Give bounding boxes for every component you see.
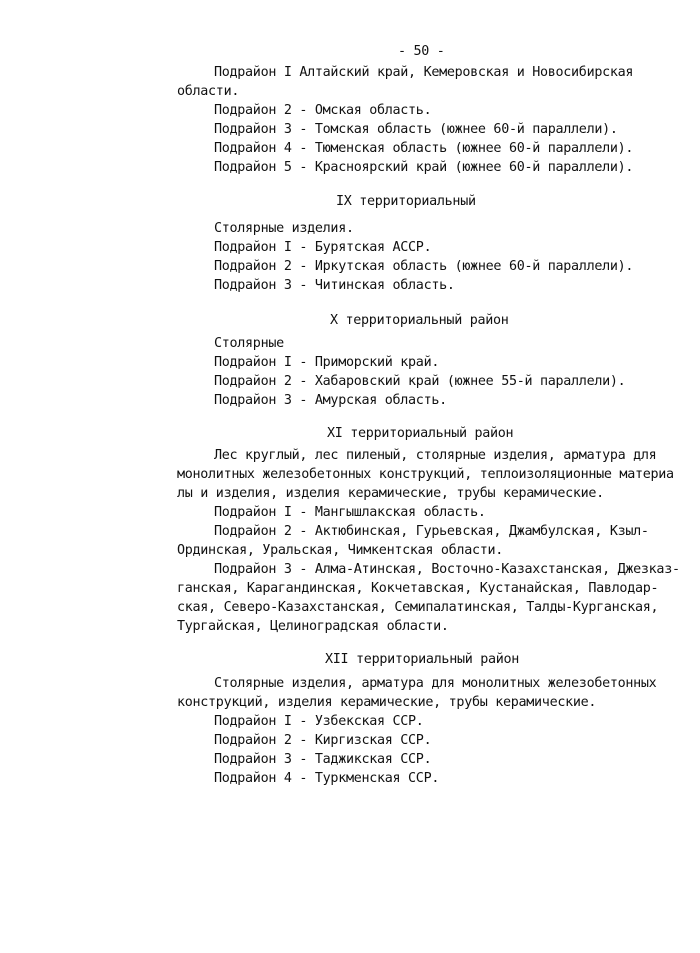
section-heading: IX территориальный: [336, 194, 476, 209]
text-line: Подрайон 2 - Киргизская ССР.: [214, 733, 432, 748]
text-line: Подрайон 2 - Омская область.: [214, 103, 432, 118]
text-line: ганская, Карагандинская, Кокчетавская, Кустанайская, Павлодар-: [177, 581, 659, 596]
text-line: Подрайон I Алтайский край, Кемеровская и Новосибирская: [214, 65, 634, 80]
text-line: ская, Северо-Казахстанская, Семипалатинская, Талды-Курганская,: [177, 600, 659, 615]
text-line: Подрайон I - Мангышлакская область.: [214, 505, 486, 520]
text-line: Подрайон I - Бурятская АССР.: [214, 240, 432, 255]
text-line: Подрайон 3 - Алма-Атинская, Восточно-Казахстанская, Джезказ-: [214, 562, 680, 577]
text-line: Столярные изделия, арматура для монолитных железобетонных: [214, 676, 657, 691]
text-line: Подрайон 2 - Хабаровский край (южнее 55-й параллели).: [214, 374, 626, 389]
text-line: Подрайон I - Узбекская ССР.: [214, 714, 424, 729]
text-line: Подрайон 5 - Красноярский край (южнее 60-й параллели).: [214, 160, 634, 175]
text-line: лы и изделия, изделия керамические, трубы керамические.: [177, 486, 604, 501]
text-line: Подрайон 3 - Амурская область.: [214, 393, 447, 408]
text-line: области.: [177, 84, 240, 99]
section-heading: X территориальный район: [330, 313, 509, 328]
section-heading: XI территориальный район: [327, 426, 514, 441]
text-line: Лес круглый, лес пиленый, столярные изделия, арматура для: [214, 448, 657, 463]
text-line: Столярные: [214, 336, 284, 351]
text-line: Подрайон 4 - Туркменская ССР.: [214, 771, 440, 786]
section-heading: XII территориальный район: [325, 652, 520, 667]
text-line: монолитных железобетонных конструкций, теплоизоляционные материа: [177, 467, 674, 482]
text-line: Подрайон 4 - Тюменская область (южнее 60-й параллели).: [214, 141, 634, 156]
text-line: конструкций, изделия керамические, трубы керамические.: [177, 695, 597, 710]
text-line: Подрайон I - Приморский край.: [214, 355, 440, 370]
text-line: Ординская, Уральская, Чимкентская области.: [177, 543, 503, 558]
text-line: Подрайон 3 - Читинская область.: [214, 278, 455, 293]
text-line: Подрайон 2 - Актюбинская, Гурьевская, Джамбулская, Кзыл-: [214, 524, 649, 539]
text-line: Подрайон 2 - Иркутская область (южнее 60-й параллели).: [214, 259, 634, 274]
text-line: Тургайская, Целиноградская области.: [177, 619, 449, 634]
page-number: - 50 -: [398, 44, 445, 59]
text-line: Подрайон 3 - Томская область (южнее 60-й параллели).: [214, 122, 618, 137]
text-line: Столярные изделия.: [214, 221, 354, 236]
text-line: Подрайон 3 - Таджикская ССР.: [214, 752, 432, 767]
